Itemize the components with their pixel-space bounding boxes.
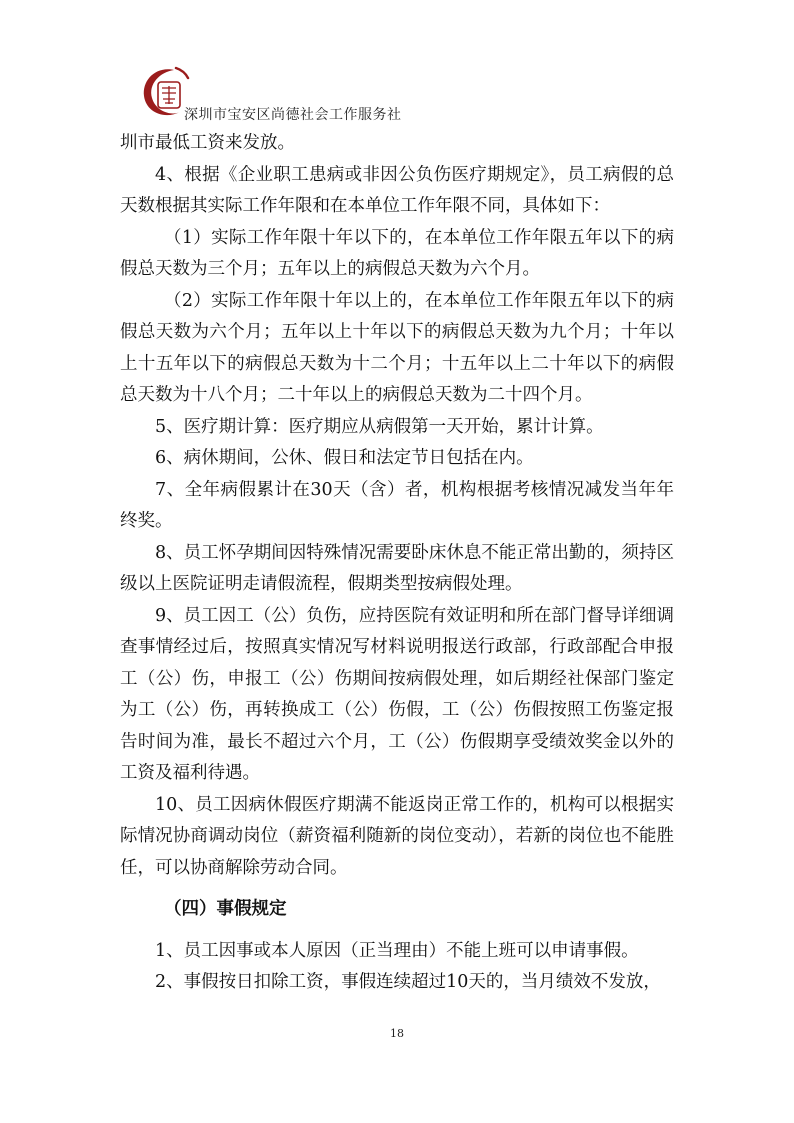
paragraph-item-6: 6、病休期间，公休、假日和法定节日包括在内。: [155, 448, 534, 468]
section-paragraph-2: 2、事假按日扣除工资，事假连续超过10天的，当月绩效不发放，: [155, 972, 661, 992]
org-name: 深圳市宝安区尚德社会工作服务社: [184, 107, 402, 123]
paragraph-subitem-1: （1）实际工作年限十年以下的，在本单位工作年限五年以下的病假总天数为三个月；五年以上的病假总天数为六个月。: [120, 227, 674, 279]
paragraph-item-10: 10、员工因病休假医疗期满不能返岗正常工作的，机构可以根据实际情况协商调动岗位（薪资福利随新的岗位变动），若新的岗位也不能胜任，可以协商解除劳动合同。: [120, 794, 674, 878]
paragraph-item-9: 9、员工因工（公）负伤，应持医院有效证明和所在部门督导详细调查事情经过后，按照真实情况写材料说明报送行政部，行政部配合申报工（公）伤，申报工（公）伤期间按病假处理，如后期经社保部门鉴定为工（公）伤，再转换成工（公）伤假，工（公）伤假按照工伤鉴定报告时间为准，最长不超过六个月，工（公）伤假期享受绩效奖金以外的工资及福利待遇。: [120, 605, 674, 783]
paragraph-item-8: 8、员工怀孕期间因特殊情况需要卧床休息不能正常出勤的，须持区级以上医院证明走请假流程，假期类型按病假处理。: [120, 542, 674, 594]
paragraph-item-4: 4、根据《企业职工患病或非因公负伤医疗期规定》，员工病假的总天数根据其实际工作年限和在本单位工作年限不同，具体如下：: [120, 164, 674, 216]
paragraph-subitem-2: （2）实际工作年限十年以上的，在本单位工作年限五年以下的病假总天数为六个月；五年以上十年以下的病假总天数为九个月；十年以上十五年以下的病假总天数为十二个月；十五年以上二十年以下的病假总天数为十八个月；二十年以上的病假总天数为二十四个月。: [120, 290, 674, 405]
paragraph-item-5: 5、医疗期计算：医疗期应从病假第一天开始，累计计算。: [155, 416, 604, 437]
section-heading: （四）事假规定: [164, 899, 287, 919]
document-body: [120, 128, 674, 999]
page-number: 18: [390, 1027, 404, 1040]
paragraph-item-7: 7、全年病假累计在30天（含）者，机构根据考核情况减发当年年终奖。: [120, 479, 674, 531]
paragraph-continuation: 圳市最低工资来发放。: [120, 133, 295, 153]
section-paragraph-1: 1、员工因事或本人原因（正当理由）不能上班可以申请事假。: [155, 940, 639, 961]
page-header: [136, 62, 616, 126]
